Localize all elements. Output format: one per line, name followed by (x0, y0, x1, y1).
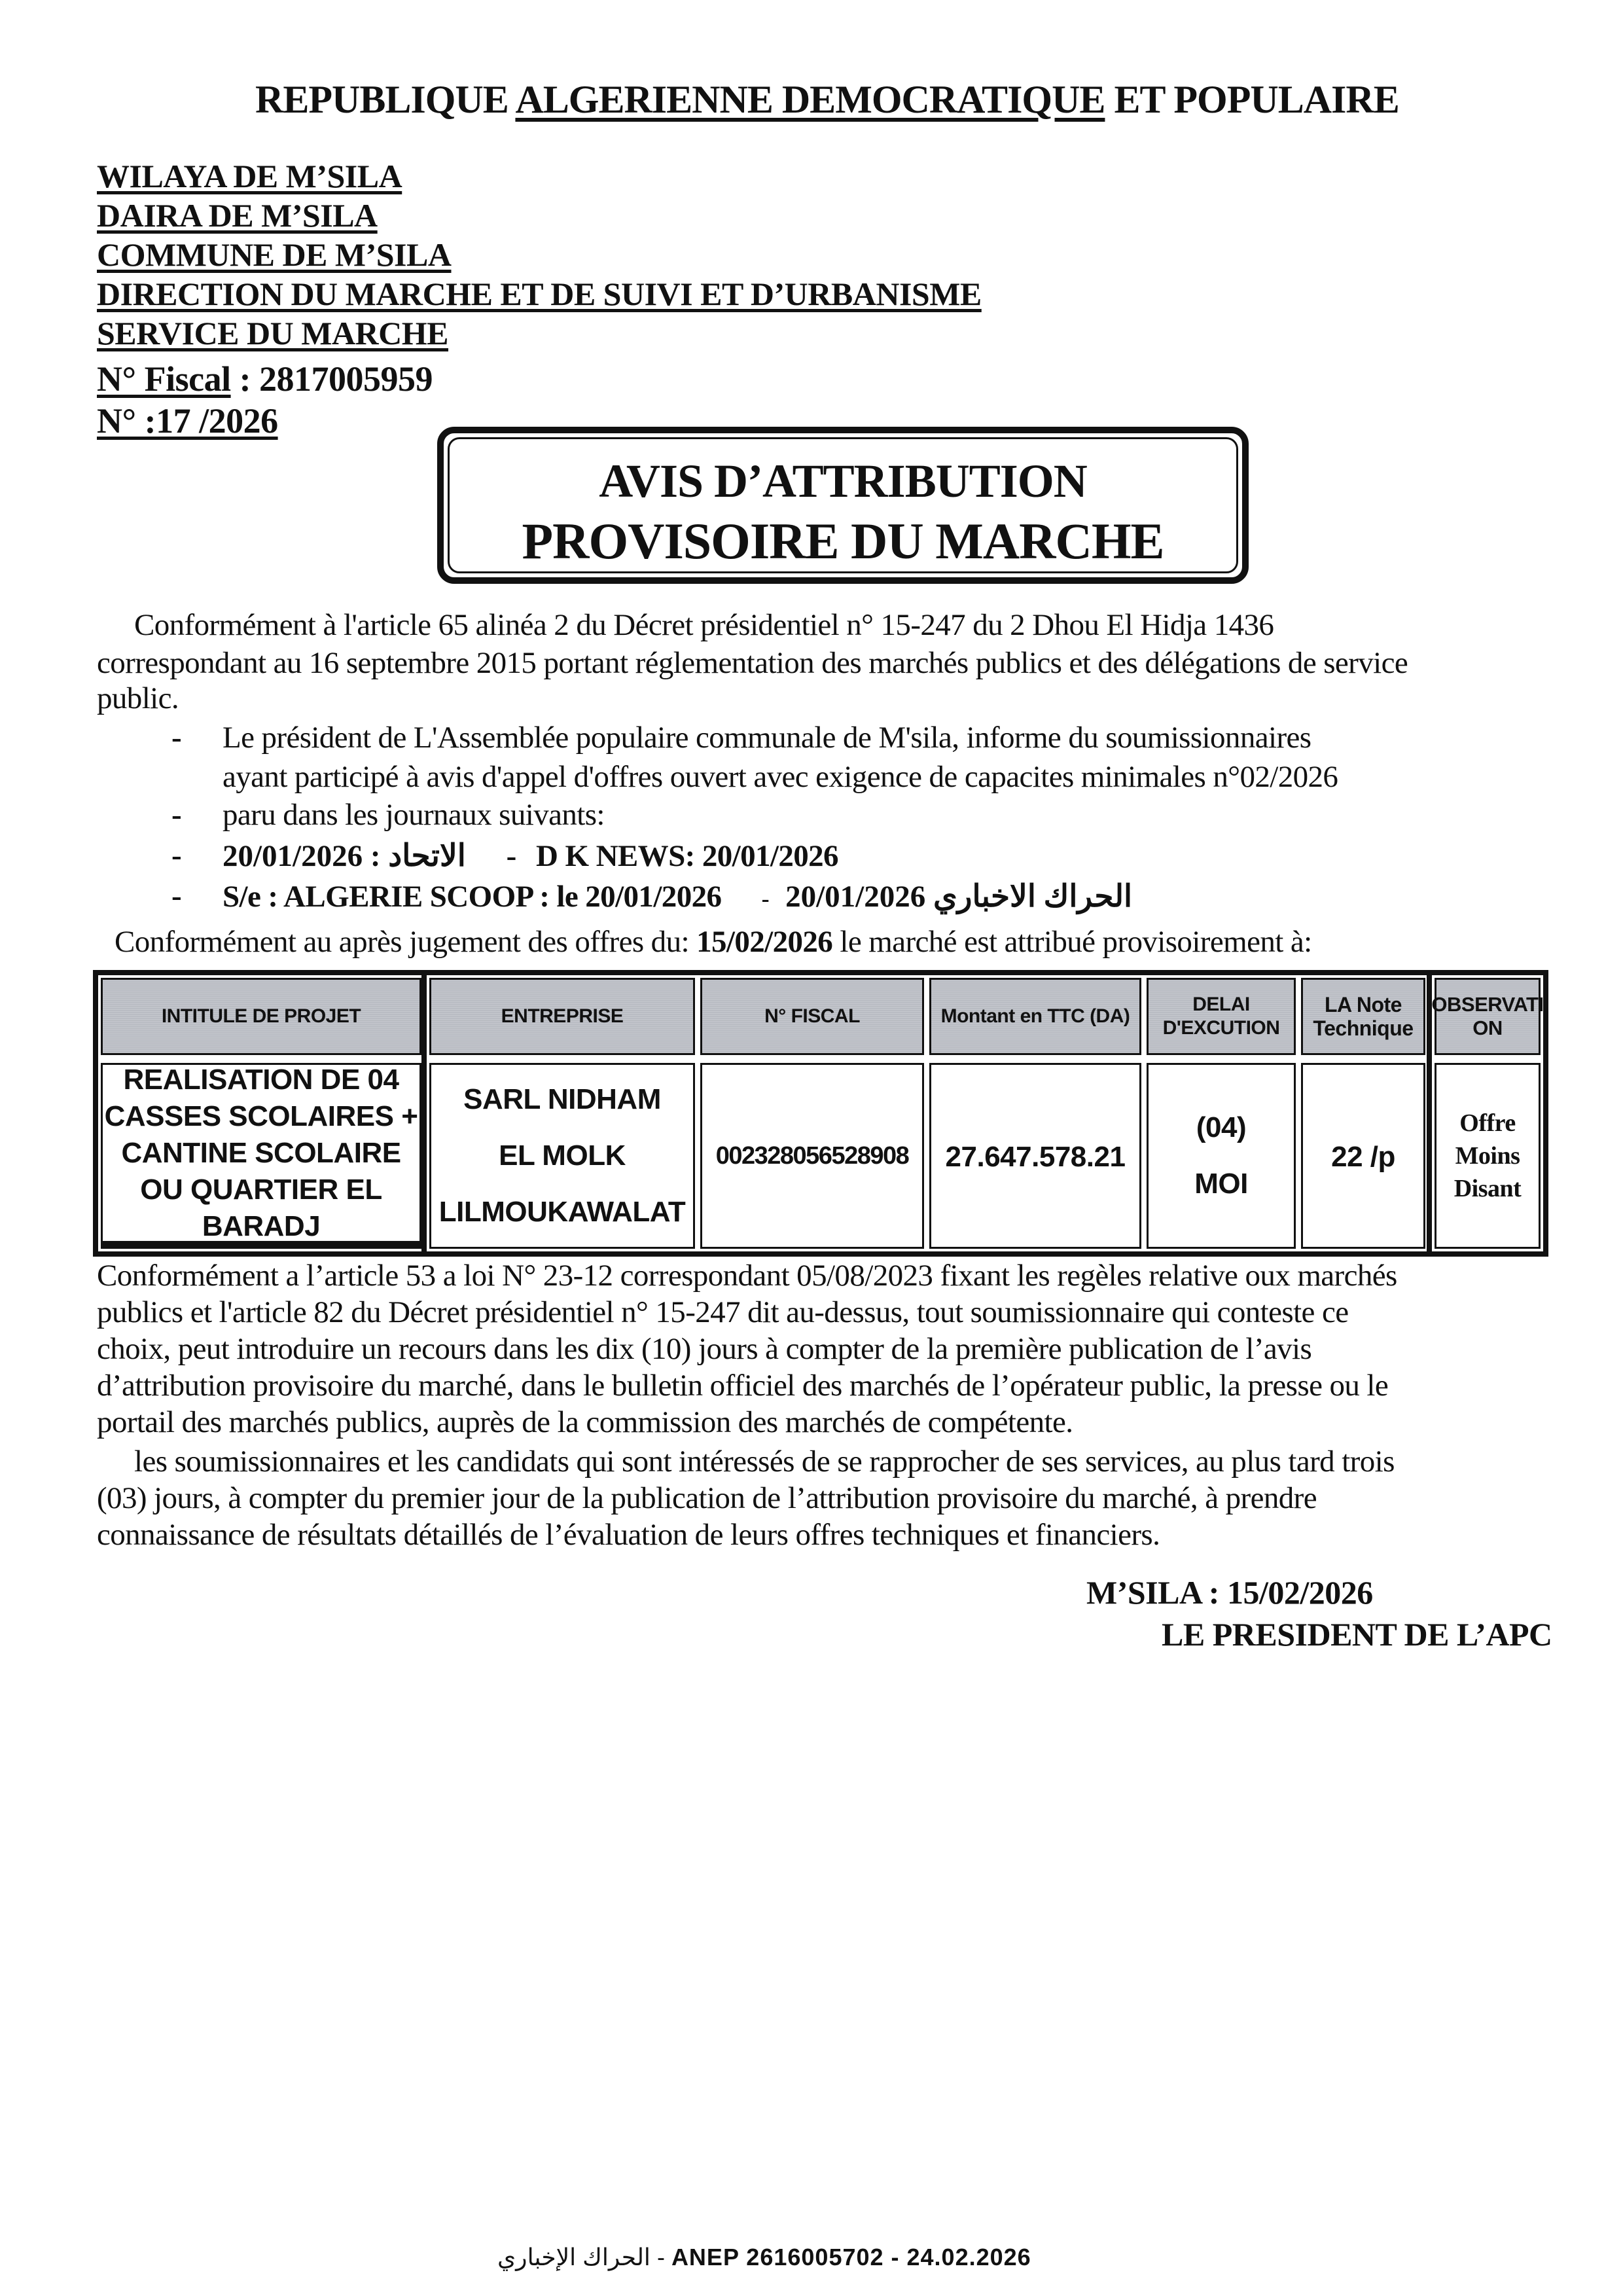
header-delay-line: DELAI (1192, 994, 1250, 1015)
cell-enterprise (429, 1063, 695, 1249)
results-line-1: les soumissionnaires et les candidats qui sont intéressés de se rapprocher de ses services, au plus tard trois (134, 1444, 1395, 1479)
cell-note: 22 /p (1301, 1063, 1425, 1249)
delay-line: (04) (1196, 1111, 1247, 1143)
bullet-dash: - (171, 838, 182, 872)
project-line: CANTINE SCOLAIRE (121, 1136, 401, 1169)
judgement-suffix: le marché est attribué provisoirement à: (832, 925, 1312, 959)
recourse-line-1: Conformément a l’article 53 a loi N° 23-12 correspondant 05/08/2023 fixant les regèles relative oux marchés (97, 1259, 1397, 1293)
header-amount: Montant en TTC (DA) (929, 978, 1141, 1055)
observation-line: Disant (1454, 1175, 1522, 1202)
judgement-prefix: Conformément au après jugement des offres du: (115, 925, 697, 959)
header-project: INTITULE DE PROJET (101, 978, 421, 1055)
press-line-2 (223, 878, 1132, 914)
press-1-name: الاتحاد (388, 839, 466, 873)
observation-line: Offre (1459, 1109, 1516, 1137)
header-observation (1431, 978, 1544, 1055)
intro-line-3: public. (97, 681, 179, 715)
fiscal-number-line (97, 359, 433, 399)
enterprise-line: LILMOUKAWALAT (438, 1196, 686, 1228)
header-delay-line: D'EXCUTION (1162, 1017, 1280, 1039)
header-delay (1147, 978, 1296, 1055)
cell-project (101, 1063, 421, 1249)
republic-prefix: REPUBLIQUE (255, 78, 516, 121)
enterprise-line: EL MOLK (499, 1139, 626, 1172)
col-note (1298, 975, 1428, 1251)
intro-line-1: Conformément à l'article 65 alinéa 2 du Décret présidentiel n° 15-247 du 2 Dhou El Hidja 1436 (134, 608, 1274, 642)
cell-delay (1147, 1063, 1296, 1249)
commune-line: COMMUNE DE M’SILA (97, 236, 452, 273)
bullet-dash: - (171, 879, 182, 913)
header-note (1301, 978, 1425, 1055)
footer-arabic: الحراك الإخباري (497, 2244, 651, 2270)
publication-footer (497, 2244, 1031, 2271)
bullet-dash: - (171, 721, 182, 755)
notice-title-box (437, 427, 1249, 584)
bullet-1-line-2: ayant participé à avis d'appel d'offres ouvert avec exigence de capacites minimales n°02/2026 (223, 760, 1338, 794)
press-1-date: : 20/01/2026 (223, 839, 389, 873)
press-4-date: 20/01/2026 (785, 880, 926, 914)
project-line: CASSES SCOLAIRES + (104, 1100, 418, 1132)
press-3: S/e : ALGERIE SCOOP : le 20/01/2026 (223, 880, 722, 914)
col-enterprise (427, 975, 698, 1251)
recourse-line-3: choix, peut introduire un recours dans les dix (10) jours à compter de la première publication de l’avis (97, 1332, 1312, 1366)
col-observation (1432, 975, 1543, 1251)
header-observation-line: OBSERVATI (1431, 993, 1544, 1016)
press-2: D K NEWS: 20/01/2026 (535, 839, 838, 873)
cell-amount: 27.647.578.21 (929, 1063, 1141, 1249)
recourse-line-5: portail des marchés publics, auprès de la commission des marchés de compétente. (97, 1405, 1073, 1439)
press-4-separator: - (761, 886, 769, 912)
judgement-date: 15/02/2026 (696, 925, 833, 959)
header-observation-line: ON (1472, 1016, 1503, 1039)
republic-title (255, 77, 1399, 122)
bullet-dash: - (171, 798, 182, 832)
award-table (93, 970, 1548, 1257)
fiscal-value: : 2817005959 (230, 359, 433, 399)
enterprise-line: SARL NIDHAM (463, 1083, 661, 1115)
press-line-1 (223, 838, 838, 874)
col-delay (1144, 975, 1298, 1251)
notice-title-line1: AVIS D’ATTRIBUTION (599, 455, 1087, 507)
observation-line: Moins (1455, 1142, 1520, 1170)
bullet-2: paru dans les journaux suivants: (223, 798, 605, 832)
project-line: REALISATION DE 04 (123, 1063, 399, 1096)
notice-number: N° :17 /2026 (97, 401, 278, 440)
signature-place-date: M’SILA : 15/02/2026 (1086, 1574, 1373, 1611)
project-line: BARADJ (202, 1210, 321, 1242)
republic-underlined: ALGERIENNE DEMOCRATIQUE (515, 78, 1105, 121)
press-4-name: الحراك الاخباري (933, 880, 1133, 914)
footer-separator: - (650, 2244, 671, 2270)
header-note-line: Technique (1313, 1016, 1414, 1040)
project-line: OU QUARTIER EL (140, 1173, 382, 1206)
wilaya-line: WILAYA DE M’SILA (97, 158, 402, 194)
bullet-1-line-1: Le président de L'Assemblée populaire communale de M'sila, informe du soumissionnaires (223, 721, 1311, 755)
press-2-separator: - (506, 839, 517, 873)
cell-observation (1435, 1063, 1541, 1249)
service-line: SERVICE DU MARCHE (97, 315, 449, 351)
signature-title: LE PRESIDENT DE L’APC (1162, 1616, 1552, 1653)
header-enterprise: ENTREPRISE (429, 978, 695, 1055)
column-divider (421, 975, 427, 1251)
direction-line: DIRECTION DU MARCHE ET DE SUIVI ET D’URBANISME (97, 276, 982, 312)
header-fiscal: N° FISCAL (700, 978, 924, 1055)
results-line-2: (03) jours, à compter du premier jour de la publication de l’attribution provisoire du marché, à prendre (97, 1481, 1317, 1515)
daira-line: DAIRA DE M’SILA (97, 197, 378, 234)
delay-line: MOI (1194, 1168, 1248, 1200)
fiscal-label: N° Fiscal (97, 359, 231, 399)
footer-reference: ANEP 2616005702 - 24.02.2026 (671, 2244, 1031, 2270)
col-amount (927, 975, 1144, 1251)
intro-line-2: correspondant au 16 septembre 2015 portant réglementation des marchés publics et des délégations de service (97, 646, 1408, 680)
col-project (98, 975, 424, 1251)
col-fiscal (698, 975, 927, 1251)
notice-title-line2: PROVISOIRE DU MARCHE (522, 512, 1164, 569)
recourse-line-4: d’attribution provisoire du marché, dans le bulletin officiel des marchés de l’opérateur public, la presse ou le (97, 1369, 1389, 1403)
cell-fiscal: 002328056528908 (700, 1063, 924, 1249)
republic-suffix: ET POPULAIRE (1105, 78, 1399, 121)
header-note-line: LA Note (1325, 993, 1402, 1016)
judgement-line (115, 924, 1312, 960)
results-line-3: connaissance de résultats détaillés de l’évaluation de leurs offres techniques et financiers. (97, 1518, 1160, 1552)
recourse-line-2: publics et l'article 82 du Décret présidentiel n° 15-247 dit au-dessus, tout soumissionnaire qui conteste ce (97, 1295, 1349, 1329)
